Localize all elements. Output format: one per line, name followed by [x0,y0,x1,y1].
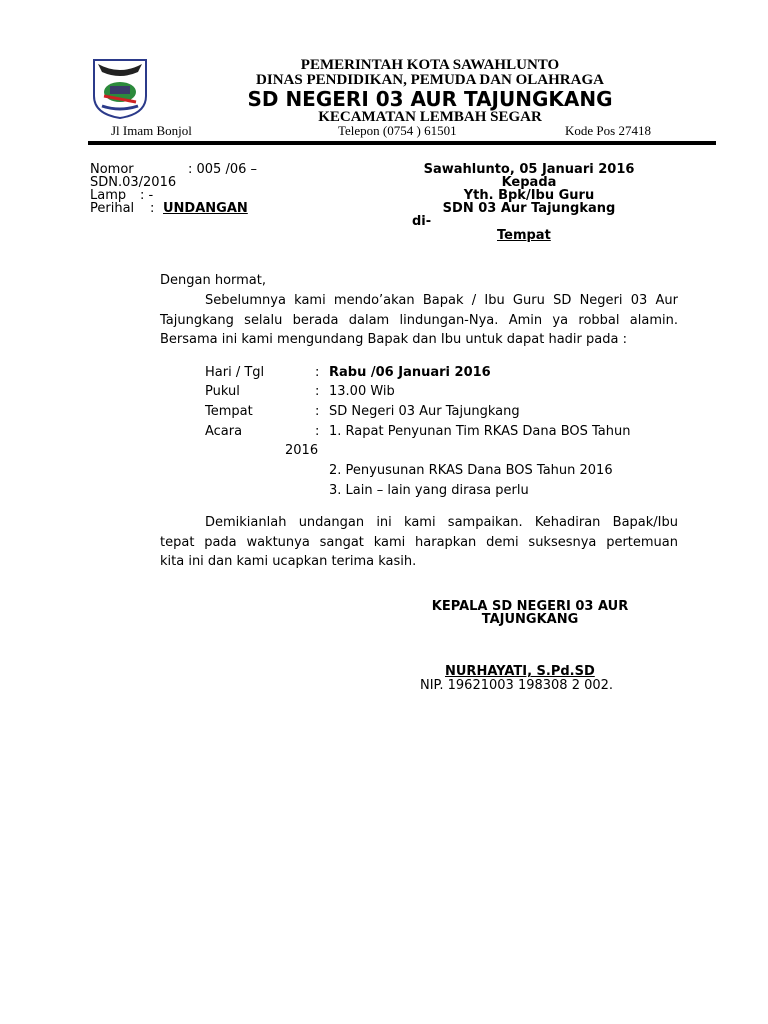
letter-date: Sawahlunto, 05 Januari 2016 [423,162,635,177]
perihal-value: UNDANGAN [163,201,248,216]
pukul-colon: : [315,384,320,399]
letterhead-address: Jl Imam Bonjol [111,123,192,138]
hari-value: Rabu /06 Januari 2016 [329,365,491,380]
acara-item: 3. Lain – lain yang dirasa perlu [329,483,529,498]
perihal-colon: : [150,201,155,216]
recipient-kepada: Kepada [501,175,557,190]
acara-item: 2. Penyusunan RKAS Dana BOS Tahun 2016 [329,463,613,478]
recipient-tempat: Tempat [497,228,551,243]
letterhead-postal: Kode Pos 27418 [565,123,651,138]
acara-colon: : [315,424,320,439]
paragraph-1-line: Tajungkang selalu berada dalam lindungan-Nya. Amin ya robbal alamin. [160,313,678,328]
pukul-value: 13.00 Wib [329,384,395,399]
signatory-name: NURHAYATI, S.Pd.SD [445,664,595,679]
letterhead-divider [88,141,716,145]
school-logo [90,56,150,120]
acara-label: Acara [205,424,243,439]
tempat-colon: : [315,404,320,419]
paragraph-2-line: Demikianlah undangan ini kami sampaikan. Kehadiran Bapak/Ibu [205,515,678,530]
tempat-value: SD Negeri 03 Aur Tajungkang [329,404,520,419]
recipient-yth: Yth. Bpk/Ibu Guru [463,188,595,203]
paragraph-2-line: tepat pada waktunya sangat kami harapkan demi suksesnya pertemuan [160,535,678,550]
pukul-label: Pukul [205,384,240,399]
nomor-value: : 005 /06 – [188,162,258,177]
recipient-school: SDN 03 Aur Tajungkang [442,201,616,216]
recipient-di: di- [412,214,432,229]
signatory-title: KEPALA SD NEGERI 03 AUR [431,599,629,614]
perihal-label: Perihal [90,201,135,216]
signatory-title-cont: TAJUNGKANG [481,612,579,627]
letterhead-department: DINAS PENDIDIKAN, PEMUDA DAN OLAHRAGA [256,72,604,88]
letterhead-government: PEMERINTAH KOTA SAWAHLUNTO [300,57,560,73]
lamp-value: : - [140,188,154,203]
nomor-label: Nomor [90,162,134,177]
greeting: Dengan hormat, [160,273,267,288]
letterhead-school: SD NEGERI 03 AUR TAJUNGKANG [247,87,613,111]
paragraph-2-line: kita ini dan kami ucapkan terima kasih. [160,554,417,569]
letterhead-district: KECAMATAN LEMBAH SEGAR [318,109,542,125]
paragraph-1-line: Sebelumnya kami mendo’akan Bapak / Ibu Guru SD Negeri 03 Aur [205,293,678,308]
paragraph-1-line: Bersama ini kami mengundang Bapak dan Ibu untuk dapat hadir pada : [160,332,627,347]
signatory-nip: NIP. 19621003 198308 2 002. [420,678,614,693]
nomor-continuation: SDN.03/2016 [90,175,177,190]
tempat-label: Tempat [205,404,253,419]
hari-colon: : [315,365,320,380]
acara-item-continuation: 2016 [285,443,319,458]
letterhead-phone: Telepon (0754 ) 61501 [338,123,457,138]
lamp-label: Lamp [90,188,127,203]
acara-item: 1. Rapat Penyunan Tim RKAS Dana BOS Tahun [329,424,631,439]
hari-label: Hari / Tgl [205,365,265,380]
